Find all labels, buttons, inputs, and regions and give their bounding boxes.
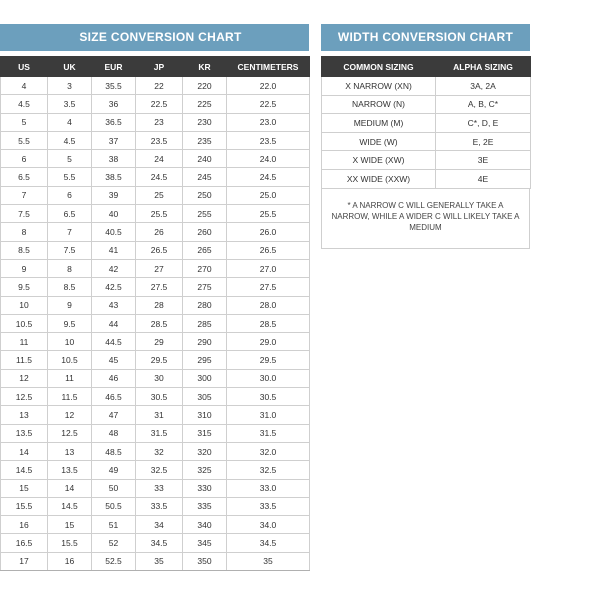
table-cell: 230	[183, 113, 227, 131]
table-cell: 28.0	[227, 296, 310, 314]
table-cell: 25	[136, 186, 183, 204]
table-cell: 300	[183, 369, 227, 387]
table-cell: 34.0	[227, 516, 310, 534]
table-cell: 5	[1, 113, 48, 131]
table-cell: 48	[92, 424, 136, 442]
table-cell: WIDE (W)	[322, 132, 436, 151]
table-cell: 38	[92, 150, 136, 168]
table-row	[1, 131, 310, 149]
size-header-cell: JP	[136, 57, 183, 77]
table-cell: 11	[48, 369, 92, 387]
table-cell: 10	[48, 333, 92, 351]
table-cell: 7	[48, 223, 92, 241]
table-cell: 42	[92, 259, 136, 277]
table-row	[1, 534, 310, 552]
width-table-body	[322, 77, 531, 189]
table-cell: 44.5	[92, 333, 136, 351]
table-cell: 14	[48, 479, 92, 497]
width-header-cell: COMMON SIZING	[322, 57, 436, 77]
table-cell: X NARROW (XN)	[322, 77, 436, 96]
table-cell: 8.5	[48, 278, 92, 296]
table-cell: 280	[183, 296, 227, 314]
table-cell: 8.5	[1, 241, 48, 259]
table-cell: 29.5	[136, 351, 183, 369]
table-cell: 24.5	[227, 168, 310, 186]
table-cell: 35	[136, 552, 183, 570]
table-cell: 32	[136, 442, 183, 460]
table-row	[1, 241, 310, 259]
table-cell: 31.5	[136, 424, 183, 442]
table-cell: 34.5	[227, 534, 310, 552]
table-cell: 6.5	[48, 205, 92, 223]
size-conversion-chart	[0, 24, 309, 571]
table-cell: 41	[92, 241, 136, 259]
table-cell: 240	[183, 150, 227, 168]
table-cell: 47	[92, 406, 136, 424]
table-row	[1, 497, 310, 515]
width-note: * A NARROW C WILL GENERALLY TAKE A NARROW, WHILE A WIDER C WILL LIKELY TAKE A MEDIUM	[321, 189, 530, 249]
table-row	[1, 259, 310, 277]
table-cell: 10.5	[1, 314, 48, 332]
table-cell: 12.5	[48, 424, 92, 442]
table-cell: 31.5	[227, 424, 310, 442]
size-table	[0, 56, 310, 571]
size-header-cell: US	[1, 57, 48, 77]
table-cell: 13.5	[48, 461, 92, 479]
table-row	[1, 516, 310, 534]
table-cell: 14.5	[1, 461, 48, 479]
table-cell: 6	[1, 150, 48, 168]
table-cell: 25.5	[227, 205, 310, 223]
table-row	[322, 114, 531, 133]
size-header-cell: KR	[183, 57, 227, 77]
table-cell: 265	[183, 241, 227, 259]
width-chart-title: WIDTH CONVERSION CHART	[321, 24, 530, 51]
table-cell: 15.5	[48, 534, 92, 552]
table-cell: 50	[92, 479, 136, 497]
table-cell: 26.0	[227, 223, 310, 241]
table-cell: 35.5	[92, 77, 136, 95]
table-cell: A, B, C*	[436, 95, 531, 114]
table-cell: 315	[183, 424, 227, 442]
table-cell: 7.5	[1, 205, 48, 223]
table-cell: 31	[136, 406, 183, 424]
table-cell: 235	[183, 131, 227, 149]
table-cell: 10.5	[48, 351, 92, 369]
table-cell: 42.5	[92, 278, 136, 296]
table-cell: 350	[183, 552, 227, 570]
table-cell: 12.5	[1, 388, 48, 406]
table-cell: 24	[136, 150, 183, 168]
table-cell: 40	[92, 205, 136, 223]
table-row	[1, 168, 310, 186]
table-cell: 29.5	[227, 351, 310, 369]
table-row	[1, 406, 310, 424]
table-cell: 220	[183, 77, 227, 95]
table-cell: 4E	[436, 169, 531, 188]
table-row	[1, 296, 310, 314]
table-cell: 30.0	[227, 369, 310, 387]
table-cell: 43	[92, 296, 136, 314]
table-cell: 39	[92, 186, 136, 204]
table-cell: 52.5	[92, 552, 136, 570]
table-cell: 28.5	[136, 314, 183, 332]
table-cell: 3	[48, 77, 92, 95]
table-cell: 255	[183, 205, 227, 223]
table-cell: 30.5	[227, 388, 310, 406]
table-cell: 24.5	[136, 168, 183, 186]
table-cell: 48.5	[92, 442, 136, 460]
width-conversion-chart	[321, 24, 530, 249]
table-cell: 9	[1, 259, 48, 277]
table-cell: 28.5	[227, 314, 310, 332]
table-cell: 6	[48, 186, 92, 204]
table-cell: 295	[183, 351, 227, 369]
table-cell: 245	[183, 168, 227, 186]
table-cell: 13	[48, 442, 92, 460]
table-row	[1, 95, 310, 113]
table-cell: 37	[92, 131, 136, 149]
table-row	[1, 479, 310, 497]
table-cell: 51	[92, 516, 136, 534]
table-cell: 25.5	[136, 205, 183, 223]
size-header-cell: CENTIMETERS	[227, 57, 310, 77]
table-cell: 33	[136, 479, 183, 497]
table-row	[322, 151, 531, 170]
table-cell: 12	[1, 369, 48, 387]
table-row	[1, 333, 310, 351]
table-cell: 3E	[436, 151, 531, 170]
table-cell: XX WIDE (XXW)	[322, 169, 436, 188]
table-cell: 15	[48, 516, 92, 534]
table-cell: 4.5	[1, 95, 48, 113]
table-row	[1, 278, 310, 296]
table-cell: X WIDE (XW)	[322, 151, 436, 170]
table-cell: 330	[183, 479, 227, 497]
table-cell: 30.5	[136, 388, 183, 406]
table-cell: 50.5	[92, 497, 136, 515]
table-cell: 4	[1, 77, 48, 95]
table-row	[322, 95, 531, 114]
table-cell: 36	[92, 95, 136, 113]
table-cell: 275	[183, 278, 227, 296]
table-cell: 340	[183, 516, 227, 534]
table-cell: 5.5	[1, 131, 48, 149]
table-row	[1, 461, 310, 479]
table-cell: 12	[48, 406, 92, 424]
table-cell: 345	[183, 534, 227, 552]
table-cell: 6.5	[1, 168, 48, 186]
table-cell: 29.0	[227, 333, 310, 351]
table-row	[1, 351, 310, 369]
table-row	[1, 552, 310, 570]
table-cell: 10	[1, 296, 48, 314]
table-cell: 290	[183, 333, 227, 351]
table-cell: 15	[1, 479, 48, 497]
table-cell: 285	[183, 314, 227, 332]
table-cell: 15.5	[1, 497, 48, 515]
table-row	[1, 424, 310, 442]
table-cell: 5	[48, 150, 92, 168]
table-cell: 33.5	[136, 497, 183, 515]
table-cell: 305	[183, 388, 227, 406]
table-cell: 11.5	[1, 351, 48, 369]
table-cell: 23	[136, 113, 183, 131]
table-cell: 30	[136, 369, 183, 387]
table-cell: 46	[92, 369, 136, 387]
table-cell: 40.5	[92, 223, 136, 241]
width-table	[321, 56, 531, 189]
table-cell: C*, D, E	[436, 114, 531, 133]
table-cell: 38.5	[92, 168, 136, 186]
table-row	[1, 77, 310, 95]
table-row	[322, 77, 531, 96]
table-cell: NARROW (N)	[322, 95, 436, 114]
table-cell: 225	[183, 95, 227, 113]
table-row	[1, 369, 310, 387]
table-cell: 49	[92, 461, 136, 479]
table-cell: 29	[136, 333, 183, 351]
table-cell: 45	[92, 351, 136, 369]
table-cell: 27.5	[227, 278, 310, 296]
table-cell: 5.5	[48, 168, 92, 186]
table-row	[1, 223, 310, 241]
table-cell: 3A, 2A	[436, 77, 531, 96]
table-cell: 22.5	[227, 95, 310, 113]
table-cell: 16.5	[1, 534, 48, 552]
table-cell: 13	[1, 406, 48, 424]
table-cell: E, 2E	[436, 132, 531, 151]
table-cell: 270	[183, 259, 227, 277]
table-cell: 31.0	[227, 406, 310, 424]
table-cell: 325	[183, 461, 227, 479]
table-cell: 8	[48, 259, 92, 277]
size-table-header	[1, 57, 310, 77]
table-cell: 26	[136, 223, 183, 241]
table-cell: 16	[1, 516, 48, 534]
table-cell: 11.5	[48, 388, 92, 406]
table-row	[1, 150, 310, 168]
table-cell: 7	[1, 186, 48, 204]
size-header-cell: EUR	[92, 57, 136, 77]
table-cell: 33.5	[227, 497, 310, 515]
table-cell: 11	[1, 333, 48, 351]
table-cell: 4	[48, 113, 92, 131]
table-cell: 24.0	[227, 150, 310, 168]
table-cell: 23.0	[227, 113, 310, 131]
table-cell: 23.5	[227, 131, 310, 149]
table-row	[1, 314, 310, 332]
table-row	[1, 205, 310, 223]
width-table-header	[322, 57, 531, 77]
table-cell: 46.5	[92, 388, 136, 406]
table-cell: 9	[48, 296, 92, 314]
table-cell: 3.5	[48, 95, 92, 113]
table-row	[1, 388, 310, 406]
table-cell: 250	[183, 186, 227, 204]
size-table-body	[1, 77, 310, 571]
table-row	[322, 132, 531, 151]
table-cell: 22.5	[136, 95, 183, 113]
table-cell: 26.5	[136, 241, 183, 259]
table-cell: 260	[183, 223, 227, 241]
table-cell: 9.5	[48, 314, 92, 332]
table-cell: 14	[1, 442, 48, 460]
width-header-cell: ALPHA SIZING	[436, 57, 531, 77]
table-cell: 23.5	[136, 131, 183, 149]
table-cell: 27.5	[136, 278, 183, 296]
table-cell: 25.0	[227, 186, 310, 204]
table-row	[1, 186, 310, 204]
size-chart-title: SIZE CONVERSION CHART	[0, 24, 309, 51]
table-cell: 14.5	[48, 497, 92, 515]
table-cell: 28	[136, 296, 183, 314]
table-cell: 32.5	[227, 461, 310, 479]
table-cell: 17	[1, 552, 48, 570]
table-cell: 35	[227, 552, 310, 570]
table-cell: 22.0	[227, 77, 310, 95]
table-cell: 22	[136, 77, 183, 95]
table-cell: 320	[183, 442, 227, 460]
table-cell: 7.5	[48, 241, 92, 259]
table-cell: 9.5	[1, 278, 48, 296]
table-cell: 13.5	[1, 424, 48, 442]
table-cell: 4.5	[48, 131, 92, 149]
table-cell: 310	[183, 406, 227, 424]
table-cell: 34.5	[136, 534, 183, 552]
size-header-cell: UK	[48, 57, 92, 77]
table-cell: 52	[92, 534, 136, 552]
table-cell: 33.0	[227, 479, 310, 497]
table-cell: 36.5	[92, 113, 136, 131]
table-cell: 26.5	[227, 241, 310, 259]
table-cell: 8	[1, 223, 48, 241]
table-cell: 32.0	[227, 442, 310, 460]
table-row	[322, 169, 531, 188]
table-cell: 44	[92, 314, 136, 332]
table-cell: 16	[48, 552, 92, 570]
table-row	[1, 442, 310, 460]
table-row	[1, 113, 310, 131]
table-cell: 32.5	[136, 461, 183, 479]
table-cell: 34	[136, 516, 183, 534]
table-cell: 335	[183, 497, 227, 515]
table-cell: 27.0	[227, 259, 310, 277]
table-cell: 27	[136, 259, 183, 277]
table-cell: MEDIUM (M)	[322, 114, 436, 133]
